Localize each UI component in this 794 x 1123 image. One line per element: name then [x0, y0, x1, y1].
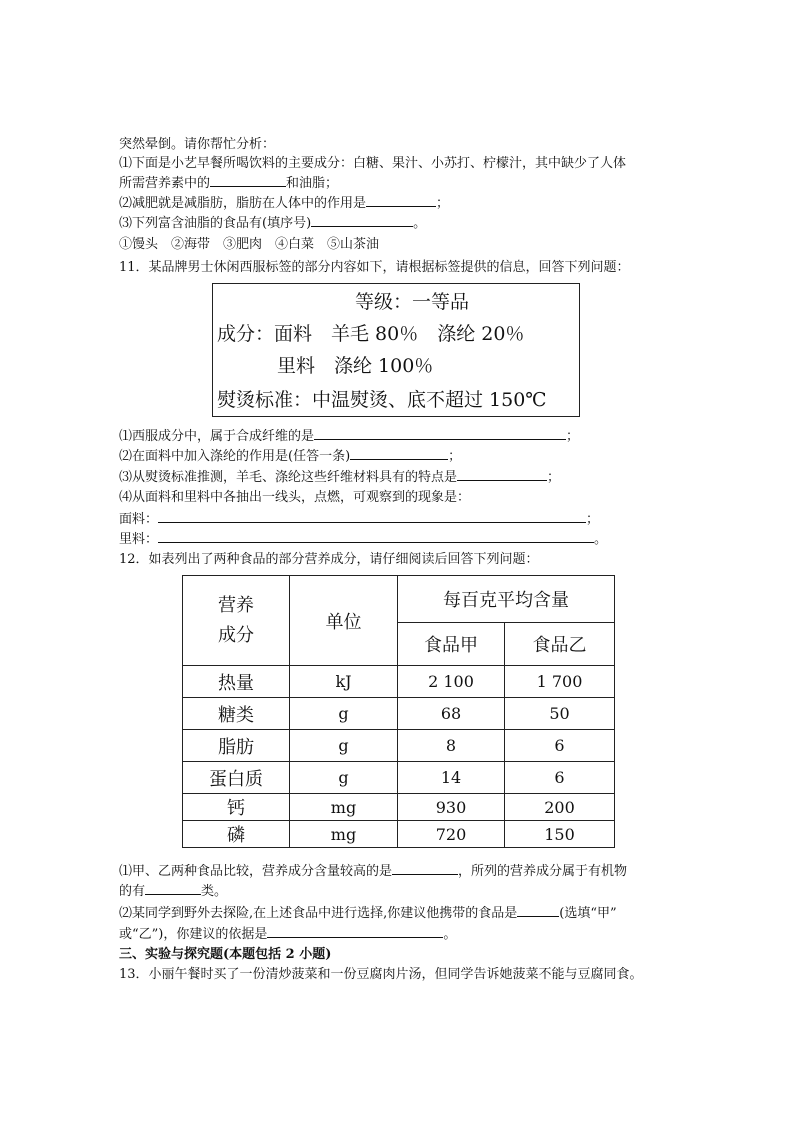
answer-blank[interactable]	[267, 925, 443, 938]
table-row: 糖类 g 68 50	[183, 698, 615, 730]
q10-part1-line1: ⑴下面是小艺早餐所喝饮料的主要成分：白糖、果汁、小苏打、柠檬汁，其中缺少了人体	[119, 156, 627, 171]
answer-blank[interactable]	[158, 510, 586, 523]
nutrition-table	[182, 575, 615, 848]
answer-blank[interactable]	[311, 214, 413, 227]
answer-blank[interactable]	[145, 882, 201, 895]
answer-blank[interactable]	[158, 530, 594, 543]
q10-part3: ⑶下列富含油脂的食品有(填序号) 。	[119, 216, 427, 231]
q11-part3: ⑶从熨烫标准推测，羊毛、涤纶这些纤维材料具有的特点是 ；	[119, 470, 561, 485]
table-row: 热量 kJ 2 100 1 700	[183, 666, 615, 698]
q11-stem: 11．某品牌男士休闲西服标签的部分内容如下，请根据标签提供的信息，回答下列问题：	[119, 260, 630, 275]
answer-blank[interactable]	[314, 427, 566, 440]
q12-stem: 12．如表列出了两种食品的部分营养成分，请仔细阅读后回答下列问题：	[119, 552, 539, 567]
q10-part2: ⑵减肥就是减脂肪，脂肪在人体中的作用是 ；	[119, 196, 450, 211]
clothing-label-box	[212, 283, 580, 417]
q12-part2-line2: 或“乙”)，你建议的依据是 。	[119, 927, 457, 942]
answer-blank[interactable]	[517, 904, 559, 917]
table-row: 钙 mg 930 200	[183, 794, 615, 821]
table-row: 磷 mg 720 150	[183, 821, 615, 848]
q11-part1: ⑴西服成分中，属于合成纤维的是 ；	[119, 429, 580, 444]
answer-blank[interactable]	[350, 447, 448, 460]
label-lining: 里料 涤纶 100％	[277, 355, 434, 377]
table-row: 蛋白质 g 14 6	[183, 762, 615, 794]
header-nutrient: 营养 成分	[183, 576, 290, 666]
header-unit: 单位	[290, 576, 398, 666]
label-grade: 等级：一等品	[355, 291, 470, 313]
label-fabric: 成分：面料 羊毛 80％ 涤纶 20％	[217, 323, 525, 345]
q11-fabric-answer: 面料： ；	[119, 512, 600, 527]
table-row: 脂肪 g 8 6	[183, 730, 615, 762]
q11-part2: ⑵在面料中加入涤纶的作用是(任答一条) ；	[119, 449, 462, 464]
answer-blank[interactable]	[366, 194, 436, 207]
q10-part1-line2: 所需营养素中的 和油脂；	[119, 176, 339, 191]
q11-part4: ⑷从面料和里料中各抽出一线头，点燃，可观察到的现象是：	[119, 490, 471, 505]
header-average-content: 每百克平均含量	[398, 576, 615, 623]
q12-part1-line2: 的有 类。	[119, 884, 228, 899]
label-ironing: 熨烫标准：中温熨烫、底不超过 150℃	[217, 389, 547, 411]
answer-blank[interactable]	[457, 468, 547, 481]
q10-intro: 突然晕倒。请你帮忙分析：	[119, 137, 276, 152]
header-food-a: 食品甲	[398, 623, 505, 666]
q13-stem: 13．小丽午餐时买了一份清炒菠菜和一份豆腐肉片汤，但同学告诉她菠菜不能与豆腐同食。	[119, 967, 643, 982]
answer-blank[interactable]	[392, 862, 458, 875]
section-3-heading: 三、实验与探究题(本题包括 2 小题)	[119, 947, 332, 962]
q12-part1-line1: ⑴甲、乙两种食品比较，营养成分含量较高的是 ，所列的营养成分属于有机物	[119, 864, 628, 879]
header-food-b: 食品乙	[505, 623, 615, 666]
q10-options: ①馒头 ②海带 ③肥肉 ④白菜 ⑤山茶油	[119, 237, 380, 252]
answer-blank[interactable]	[210, 174, 286, 187]
q12-part2-line1: ⑵某同学到野外去探险,在上述食品中进行选择,你建议他携带的食品是 (选填“甲”	[119, 906, 617, 921]
q11-lining-answer: 里料： 。	[119, 532, 608, 547]
